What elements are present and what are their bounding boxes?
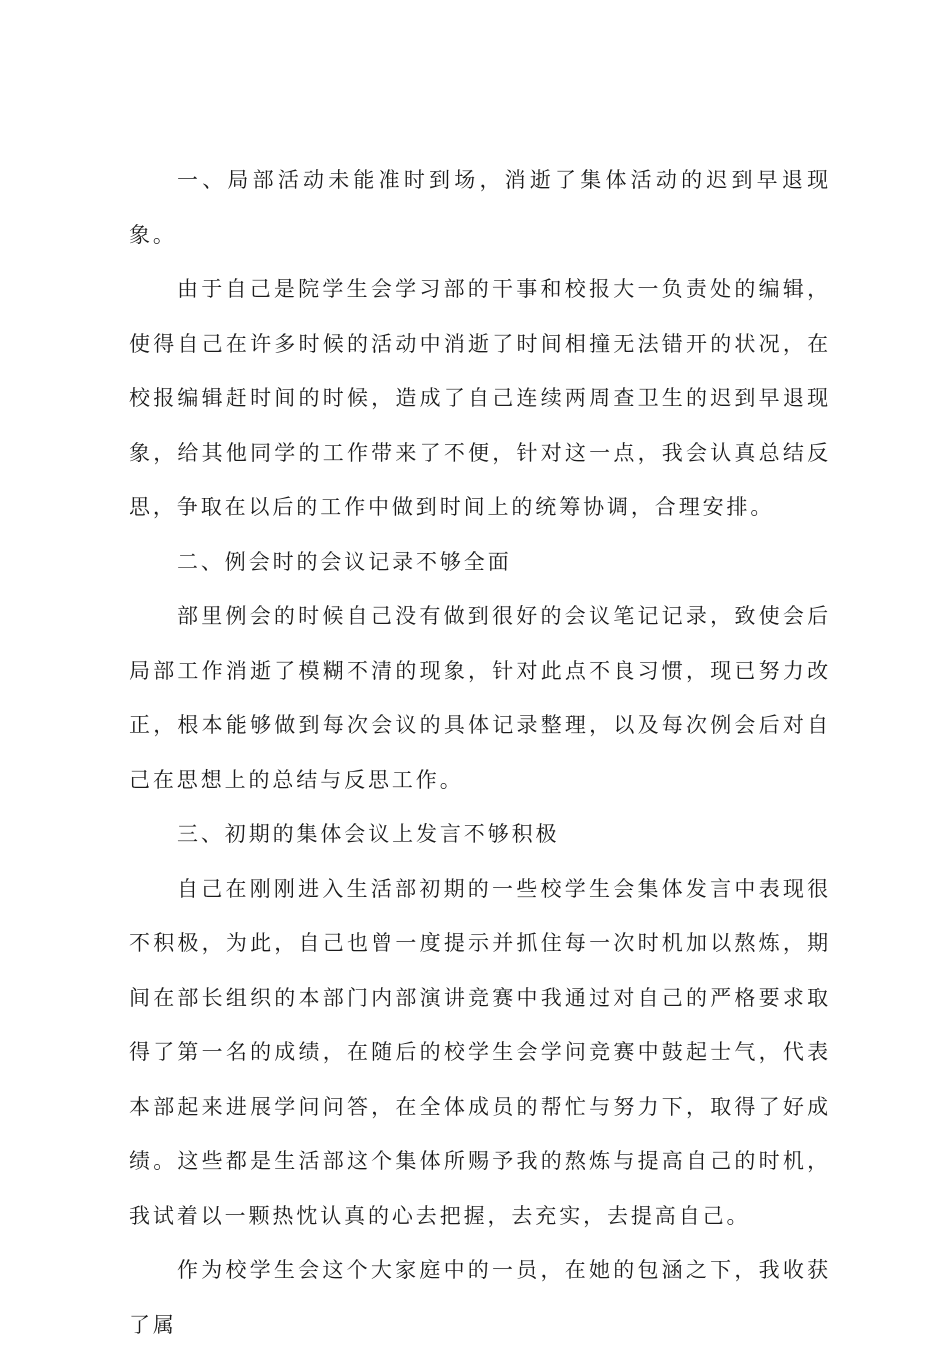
paragraph-three: 自己在刚刚进入生活部初期的一些校学生会集体发言中表现很不积极，为此，自己也曾一度提示并抓住每一次时机加以熬炼，期间在部长组织的本部门内部演讲竞赛中我通过对自己的严格要求取得了第一名的成绩，在随后的校学生会学问竞赛中鼓起士气，代表本部起来进展学问问答，在全体成员的帮忙与努力下，取得了好成绩。这些都是生活部这个集体所赐予我的熬炼与提高自己的时机，我试着以一颗热忱认真的心去把握，去充实，去提高自己。 (129, 876, 831, 1228)
document-body (129, 153, 831, 1352)
paragraph-two: 部里例会的时候自己没有做到很好的会议笔记记录，致使会后局部工作消逝了模糊不清的现象，针对此点不良习惯，现已努力改正，根本能够做到每次会议的具体记录整理，以及每次例会后对自己在思想上的总结与反思工作。 (129, 604, 831, 792)
paragraph-four: 作为校学生会这个大家庭中的一员，在她的包涵之下，我收获了属 (129, 1258, 831, 1337)
heading-one: 一、局部活动未能准时到场，消逝了集体活动的迟到早退现象。 (129, 168, 831, 247)
heading-three: 三、初期的集体会议上发言不够积极 (177, 822, 560, 846)
paragraph-one: 由于自己是院学生会学习部的干事和校报大一负责处的编辑，使得自己在许多时候的活动中消逝了时间相撞无法错开的状况，在校报编辑赶时间的时候，造成了自己连续两周查卫生的迟到早退现象，给其他同学的工作带来了不便，针对这一点，我会认真总结反思，争取在以后的工作中做到时间上的统筹协调，合理安排。 (129, 277, 831, 519)
heading-two: 二、例会时的会议记录不够全面 (177, 549, 512, 574)
